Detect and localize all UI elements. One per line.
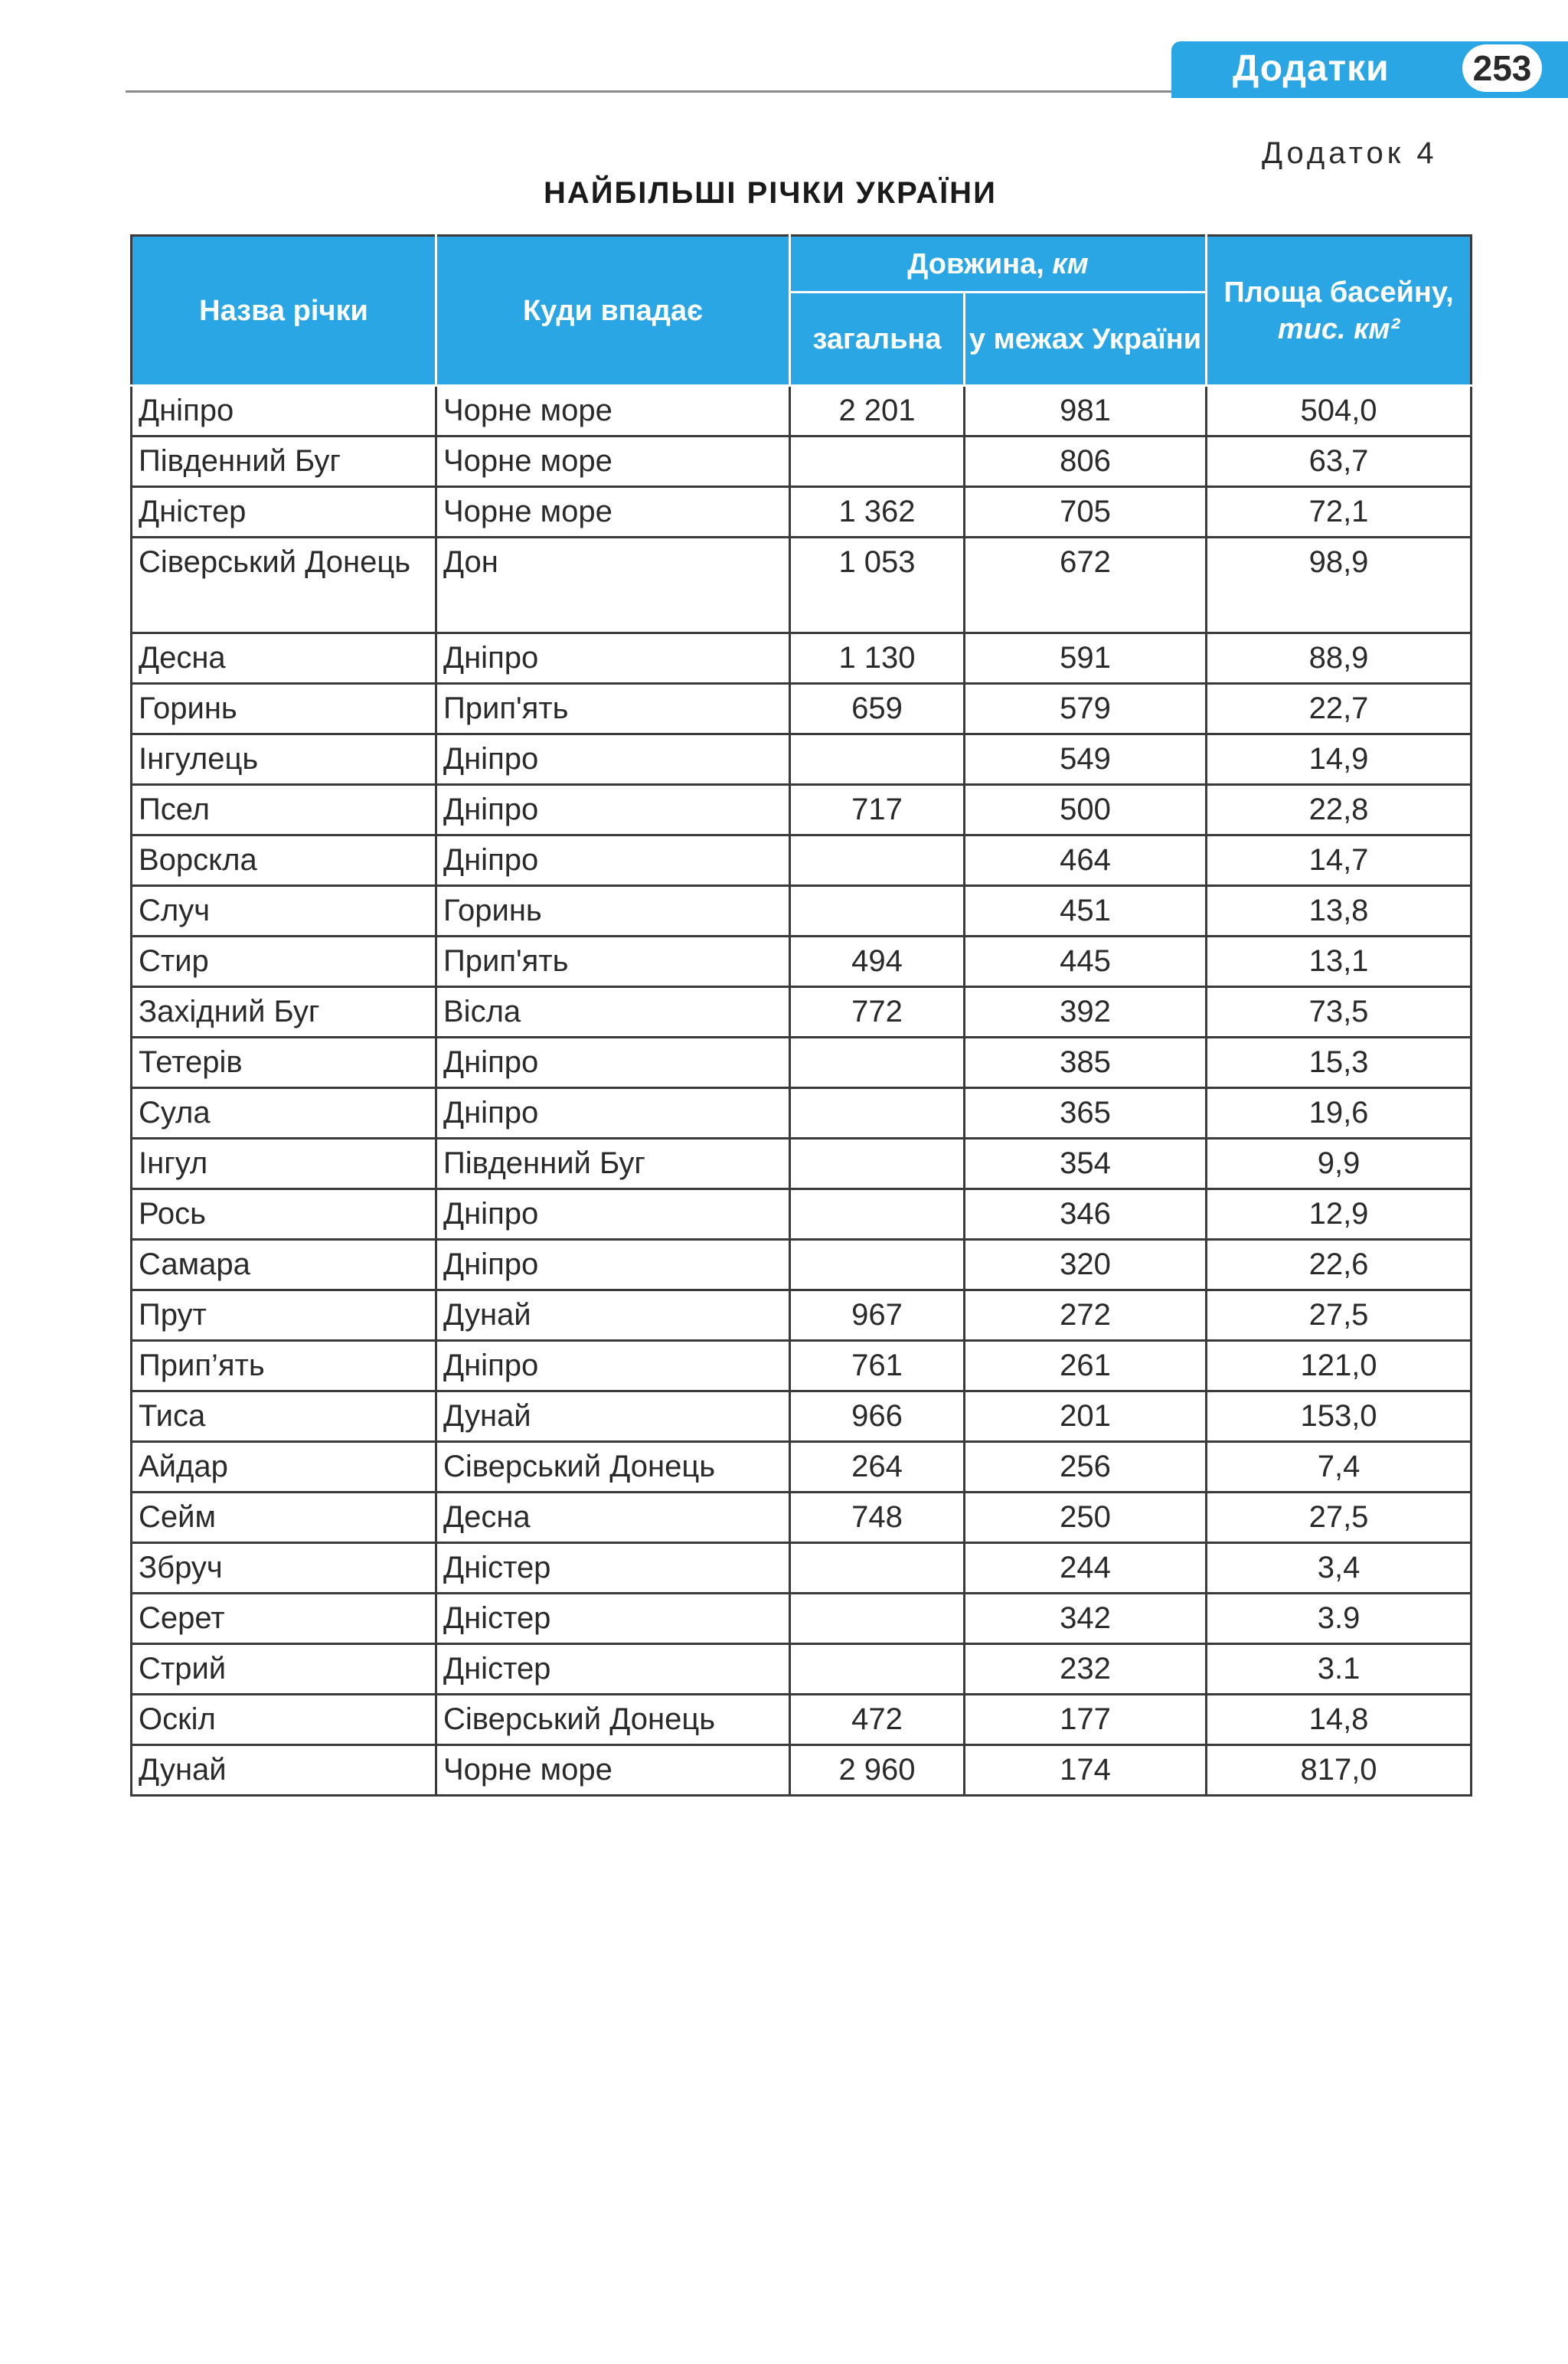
rivers-table <box>130 234 1472 1797</box>
river-mouth-cell: Дунай <box>436 1391 790 1442</box>
table-row <box>132 1493 1472 1543</box>
header-river-name: Назва річки <box>132 236 436 386</box>
page-number: 253 <box>1462 44 1542 92</box>
river-name-cell: Псел <box>132 785 436 835</box>
table-row <box>132 835 1472 886</box>
basin-area-cell: 88,9 <box>1207 633 1472 684</box>
river-name-cell: Десна <box>132 633 436 684</box>
length-ukraine-cell: 174 <box>965 1745 1207 1796</box>
basin-area-cell: 817,0 <box>1207 1745 1472 1796</box>
length-ukraine-cell: 385 <box>965 1038 1207 1088</box>
length-total-cell: 966 <box>790 1391 965 1442</box>
length-ukraine-cell: 256 <box>965 1442 1207 1493</box>
river-name-cell: Дніпро <box>132 386 436 437</box>
river-name-cell: Оскіл <box>132 1695 436 1745</box>
length-total-cell: 761 <box>790 1341 965 1391</box>
basin-area-cell: 15,3 <box>1207 1038 1472 1088</box>
length-ukraine-cell: 806 <box>965 437 1207 487</box>
river-name-cell: Західний Буг <box>132 987 436 1038</box>
basin-area-cell: 14,9 <box>1207 734 1472 785</box>
length-ukraine-cell: 232 <box>965 1644 1207 1695</box>
basin-area-cell: 63,7 <box>1207 437 1472 487</box>
table-row <box>132 1088 1472 1139</box>
river-mouth-cell: Дніпро <box>436 1038 790 1088</box>
river-name-cell: Ворскла <box>132 835 436 886</box>
river-name-cell: Інгулець <box>132 734 436 785</box>
river-mouth-cell: Дніпро <box>436 1341 790 1391</box>
length-ukraine-cell: 354 <box>965 1139 1207 1189</box>
table-row <box>132 1038 1472 1088</box>
length-ukraine-cell: 445 <box>965 937 1207 987</box>
river-name-cell: Дністер <box>132 487 436 538</box>
length-total-cell <box>790 1240 965 1290</box>
river-mouth-cell: Дніпро <box>436 835 790 886</box>
river-name-cell: Рось <box>132 1189 436 1240</box>
length-total-cell <box>790 1038 965 1088</box>
length-total-cell <box>790 1088 965 1139</box>
river-mouth-cell: Чорне море <box>436 386 790 437</box>
basin-area-cell: 504,0 <box>1207 386 1472 437</box>
length-ukraine-cell: 244 <box>965 1543 1207 1594</box>
table-row <box>132 734 1472 785</box>
river-name-cell: Самара <box>132 1240 436 1290</box>
header-length: Довжина, км <box>790 236 1207 293</box>
length-total-cell: 659 <box>790 684 965 734</box>
length-total-cell: 748 <box>790 1493 965 1543</box>
river-name-cell: Стрий <box>132 1644 436 1695</box>
length-total-cell <box>790 1594 965 1644</box>
basin-area-cell: 121,0 <box>1207 1341 1472 1391</box>
table-body <box>132 386 1472 1796</box>
length-ukraine-cell: 177 <box>965 1695 1207 1745</box>
length-total-cell <box>790 734 965 785</box>
length-total-cell: 472 <box>790 1695 965 1745</box>
river-mouth-cell: Горинь <box>436 886 790 937</box>
river-mouth-cell: Десна <box>436 1493 790 1543</box>
length-total-cell <box>790 437 965 487</box>
length-ukraine-cell: 549 <box>965 734 1207 785</box>
table-row <box>132 1442 1472 1493</box>
length-total-cell: 967 <box>790 1290 965 1341</box>
table-title: НАЙБІЛЬШІ РІЧКИ УКРАЇНИ <box>544 176 997 210</box>
table-row <box>132 538 1472 633</box>
river-mouth-cell: Дністер <box>436 1594 790 1644</box>
river-mouth-cell: Дніпро <box>436 1088 790 1139</box>
basin-area-cell: 14,7 <box>1207 835 1472 886</box>
table-row <box>132 1189 1472 1240</box>
length-total-cell <box>790 1139 965 1189</box>
river-name-cell: Случ <box>132 886 436 937</box>
river-mouth-cell: Дунай <box>436 1290 790 1341</box>
length-ukraine-cell: 451 <box>965 886 1207 937</box>
river-mouth-cell: Дніпро <box>436 1189 790 1240</box>
table-row <box>132 1391 1472 1442</box>
length-ukraine-cell: 579 <box>965 684 1207 734</box>
basin-area-cell: 22,8 <box>1207 785 1472 835</box>
river-mouth-cell: Дніпро <box>436 785 790 835</box>
length-total-cell: 772 <box>790 987 965 1038</box>
header-mouth: Куди впадає <box>436 236 790 386</box>
length-ukraine-cell: 705 <box>965 487 1207 538</box>
length-ukraine-cell: 320 <box>965 1240 1207 1290</box>
section-tab <box>1171 41 1568 98</box>
river-mouth-cell: Сіверський Донець <box>436 1695 790 1745</box>
river-mouth-cell: Прип'ять <box>436 937 790 987</box>
basin-area-cell: 27,5 <box>1207 1493 1472 1543</box>
length-ukraine-cell: 500 <box>965 785 1207 835</box>
table-row <box>132 684 1472 734</box>
river-mouth-cell: Дніпро <box>436 633 790 684</box>
length-total-cell: 494 <box>790 937 965 987</box>
length-total-cell <box>790 1543 965 1594</box>
basin-area-cell: 73,5 <box>1207 987 1472 1038</box>
river-name-cell: Інгул <box>132 1139 436 1189</box>
table-row <box>132 937 1472 987</box>
appendix-label: Додаток 4 <box>1262 136 1438 170</box>
length-total-cell <box>790 1644 965 1695</box>
table-row <box>132 1695 1472 1745</box>
river-name-cell: Горинь <box>132 684 436 734</box>
river-name-cell: Стир <box>132 937 436 987</box>
river-mouth-cell: Чорне море <box>436 1745 790 1796</box>
river-name-cell: Південний Буг <box>132 437 436 487</box>
table-row <box>132 633 1472 684</box>
length-total-cell: 264 <box>790 1442 965 1493</box>
basin-area-cell: 13,8 <box>1207 886 1472 937</box>
table-row <box>132 1240 1472 1290</box>
length-total-cell: 2 201 <box>790 386 965 437</box>
river-mouth-cell: Дністер <box>436 1644 790 1695</box>
length-total-cell <box>790 835 965 886</box>
river-mouth-cell: Дніпро <box>436 1240 790 1290</box>
length-ukraine-cell: 365 <box>965 1088 1207 1139</box>
length-total-cell: 1 130 <box>790 633 965 684</box>
river-name-cell: Айдар <box>132 1442 436 1493</box>
river-name-cell: Тиса <box>132 1391 436 1442</box>
basin-area-cell: 153,0 <box>1207 1391 1472 1442</box>
table-row <box>132 1543 1472 1594</box>
basin-area-cell: 22,7 <box>1207 684 1472 734</box>
length-total-cell: 1 053 <box>790 538 965 633</box>
length-total-cell: 1 362 <box>790 487 965 538</box>
length-ukraine-cell: 201 <box>965 1391 1207 1442</box>
length-ukraine-cell: 981 <box>965 386 1207 437</box>
river-name-cell: Серет <box>132 1594 436 1644</box>
length-ukraine-cell: 591 <box>965 633 1207 684</box>
length-ukraine-cell: 261 <box>965 1341 1207 1391</box>
length-total-cell: 717 <box>790 785 965 835</box>
section-title: Додатки <box>1233 48 1390 89</box>
table-row <box>132 1341 1472 1391</box>
basin-area-cell: 12,9 <box>1207 1189 1472 1240</box>
length-ukraine-cell: 392 <box>965 987 1207 1038</box>
length-ukraine-cell: 250 <box>965 1493 1207 1543</box>
basin-area-cell: 3.9 <box>1207 1594 1472 1644</box>
river-name-cell: Дунай <box>132 1745 436 1796</box>
table-row <box>132 1139 1472 1189</box>
river-mouth-cell: Дон <box>436 538 790 633</box>
basin-area-cell: 3,4 <box>1207 1543 1472 1594</box>
basin-area-cell: 13,1 <box>1207 937 1472 987</box>
table-row <box>132 437 1472 487</box>
length-ukraine-cell: 342 <box>965 1594 1207 1644</box>
basin-area-cell: 7,4 <box>1207 1442 1472 1493</box>
table-row <box>132 1745 1472 1796</box>
river-mouth-cell: Дніпро <box>436 734 790 785</box>
table-row <box>132 1594 1472 1644</box>
table-row <box>132 487 1472 538</box>
basin-area-cell: 72,1 <box>1207 487 1472 538</box>
basin-area-cell: 9,9 <box>1207 1139 1472 1189</box>
length-total-cell <box>790 886 965 937</box>
length-ukraine-cell: 272 <box>965 1290 1207 1341</box>
table-row <box>132 886 1472 937</box>
river-name-cell: Збруч <box>132 1543 436 1594</box>
river-mouth-cell: Вісла <box>436 987 790 1038</box>
river-name-cell: Сіверський Донець <box>132 538 436 633</box>
basin-area-cell: 14,8 <box>1207 1695 1472 1745</box>
river-mouth-cell: Сіверський Донець <box>436 1442 790 1493</box>
length-ukraine-cell: 672 <box>965 538 1207 633</box>
basin-area-cell: 22,6 <box>1207 1240 1472 1290</box>
river-name-cell: Сула <box>132 1088 436 1139</box>
river-mouth-cell: Прип'ять <box>436 684 790 734</box>
basin-area-cell: 98,9 <box>1207 538 1472 633</box>
table-row <box>132 386 1472 437</box>
river-mouth-cell: Чорне море <box>436 487 790 538</box>
header-length-unit: км <box>1052 247 1089 280</box>
length-ukraine-cell: 346 <box>965 1189 1207 1240</box>
length-total-cell: 2 960 <box>790 1745 965 1796</box>
header-length-ukraine: у межах України <box>965 293 1207 386</box>
river-mouth-cell: Південний Буг <box>436 1139 790 1189</box>
basin-area-cell: 3.1 <box>1207 1644 1472 1695</box>
river-name-cell: Прип’ять <box>132 1341 436 1391</box>
table-row <box>132 1290 1472 1341</box>
length-ukraine-cell: 464 <box>965 835 1207 886</box>
header-area-unit: тис. км² <box>1277 312 1400 345</box>
header-basin-area: Площа басейну, тис. км² <box>1207 236 1472 386</box>
length-total-cell <box>790 1189 965 1240</box>
table-row <box>132 987 1472 1038</box>
table-row <box>132 1644 1472 1695</box>
river-name-cell: Сейм <box>132 1493 436 1543</box>
river-name-cell: Прут <box>132 1290 436 1341</box>
basin-area-cell: 27,5 <box>1207 1290 1472 1341</box>
basin-area-cell: 19,6 <box>1207 1088 1472 1139</box>
header-length-total: загальна <box>790 293 965 386</box>
river-mouth-cell: Чорне море <box>436 437 790 487</box>
river-name-cell: Тетерів <box>132 1038 436 1088</box>
table-row <box>132 785 1472 835</box>
river-mouth-cell: Дністер <box>436 1543 790 1594</box>
